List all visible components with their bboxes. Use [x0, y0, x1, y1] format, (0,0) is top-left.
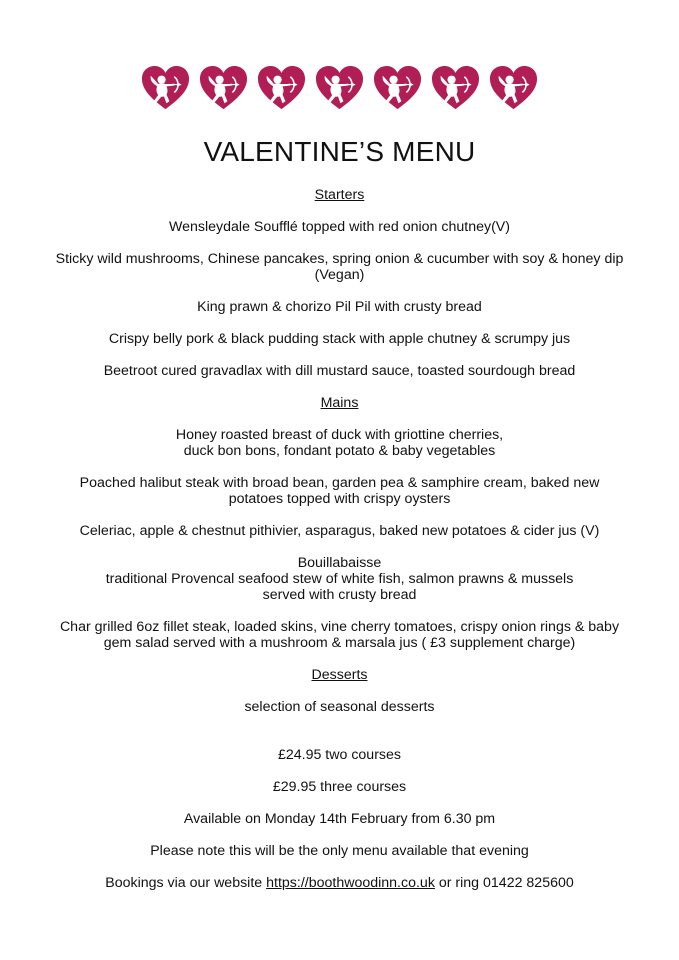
cupid-heart-icon: [431, 64, 480, 113]
menu-item: Crispy belly pork & black pudding stack with apple chutney & scrumpy jus: [108, 331, 571, 347]
menu-item: (Vegan): [314, 267, 365, 283]
page-title: VALENTINE’S MENU: [203, 136, 476, 167]
menu-note: Please note this will be the only menu available that evening: [150, 843, 529, 859]
menu-item: traditional Provencal seafood stew of white fish, salmon prawns & mussels: [105, 571, 574, 587]
cupid-heart-icon: [489, 64, 538, 113]
menu-item: Bouillabaisse: [297, 555, 382, 571]
menu-item: potatoes topped with crispy oysters: [228, 491, 451, 507]
menu-item: Beetroot cured gravadlax with dill mustard sauce, toasted sourdough bread: [103, 363, 576, 379]
menu-item: duck bon bons, fondant potato & baby vegetables: [183, 443, 496, 459]
menu-item: Honey roasted breast of duck with griottine cherries,: [175, 427, 504, 443]
menu-item: gem salad served with a mushroom & marsala jus ( £3 supplement charge): [103, 635, 576, 651]
bookings-prefix: Bookings via our website: [105, 875, 267, 891]
desserts-heading: Desserts: [311, 667, 368, 683]
hearts-row: [0, 64, 679, 113]
cupid-heart-icon: [141, 64, 190, 113]
menu-item: served with crusty bread: [262, 587, 417, 603]
cupid-heart-icon: [257, 64, 306, 113]
menu-item: Char grilled 6oz fillet steak, loaded skins, vine cherry tomatoes, crispy onion rings & baby: [59, 619, 620, 635]
starters-heading: Starters: [314, 187, 365, 203]
menu-item: Wensleydale Soufflé topped with red onion chutney(V): [169, 219, 510, 235]
website-link[interactable]: https://boothwoodinn.co.uk: [266, 875, 435, 891]
cupid-heart-icon: [315, 64, 364, 113]
bookings-line: [0, 875, 679, 891]
menu-item: selection of seasonal desserts: [244, 699, 435, 715]
bookings-suffix: or ring 01422 825600: [434, 875, 574, 891]
cupid-heart-icon: [373, 64, 422, 113]
menu-item: Sticky wild mushrooms, Chinese pancakes, spring onion & cucumber with soy & honey dip: [55, 251, 624, 267]
menu-item: Poached halibut steak with broad bean, garden pea & samphire cream, baked new: [79, 475, 600, 491]
cupid-heart-icon: [199, 64, 248, 113]
price-two-courses: £24.95 two courses: [277, 747, 402, 763]
menu-item: Celeriac, apple & chestnut pithivier, asparagus, baked new potatoes & cider jus (V): [79, 523, 600, 539]
availability-text: Available on Monday 14th February from 6.30 pm: [183, 811, 496, 827]
mains-heading: Mains: [320, 395, 359, 411]
price-three-courses: £29.95 three courses: [272, 779, 407, 795]
menu-item: King prawn & chorizo Pil Pil with crusty bread: [197, 299, 482, 315]
